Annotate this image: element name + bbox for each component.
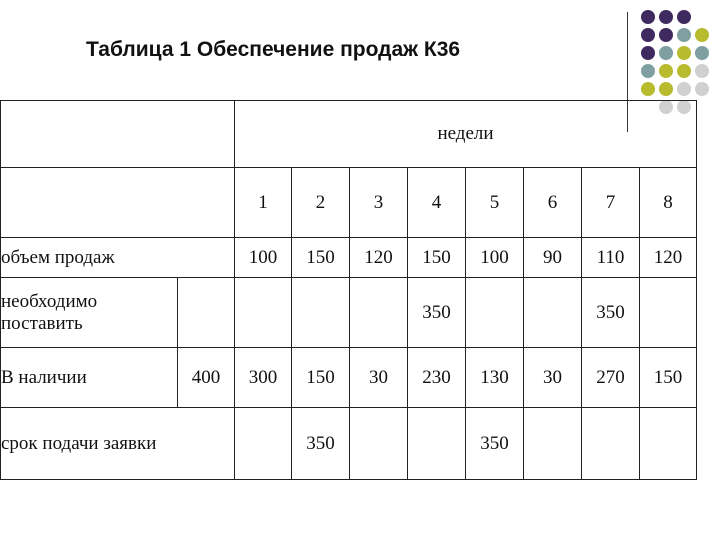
order-cell: 350 <box>466 408 524 480</box>
dot-icon <box>659 28 673 42</box>
sales-cell: 110 <box>582 238 640 278</box>
week-number: 3 <box>350 168 408 238</box>
order-cell <box>350 408 408 480</box>
week-number: 5 <box>466 168 524 238</box>
table-row <box>1 348 697 408</box>
week-number: 6 <box>524 168 582 238</box>
stock-initial-cell: 400 <box>178 348 235 408</box>
sales-cell: 90 <box>524 238 582 278</box>
need-cell <box>524 278 582 348</box>
need-cell <box>640 278 697 348</box>
empty-cell <box>178 278 235 348</box>
dot-icon <box>677 82 691 96</box>
dot-icon <box>695 64 709 78</box>
stock-cell: 230 <box>408 348 466 408</box>
dot-icon <box>659 10 673 24</box>
order-cell: 350 <box>292 408 350 480</box>
stock-cell: 270 <box>582 348 640 408</box>
dot-icon <box>641 28 655 42</box>
week-number: 7 <box>582 168 640 238</box>
stock-cell: 150 <box>640 348 697 408</box>
sales-cell: 100 <box>235 238 292 278</box>
sales-table <box>0 100 697 480</box>
need-cell: 350 <box>408 278 466 348</box>
order-cell <box>524 408 582 480</box>
need-cell <box>235 278 292 348</box>
need-cell <box>466 278 524 348</box>
sales-cell: 100 <box>466 238 524 278</box>
sales-label: объем продаж <box>1 238 235 278</box>
dot-icon <box>677 10 691 24</box>
table-row <box>1 408 697 480</box>
stock-cell: 150 <box>292 348 350 408</box>
order-label: срок подачи заявки <box>1 408 235 480</box>
sales-cell: 120 <box>640 238 697 278</box>
need-cell <box>350 278 408 348</box>
dot-icon <box>659 64 673 78</box>
need-label: необходимо поставить <box>1 278 178 348</box>
dot-icon <box>641 64 655 78</box>
table-row <box>1 168 697 238</box>
stock-cell: 130 <box>466 348 524 408</box>
sales-cell: 120 <box>350 238 408 278</box>
dot-icon <box>677 64 691 78</box>
need-cell: 350 <box>582 278 640 348</box>
week-number: 2 <box>292 168 350 238</box>
sales-cell: 150 <box>408 238 466 278</box>
dot-icon <box>695 82 709 96</box>
page-title: Таблица 1 Обеспечение продаж К36 <box>86 38 461 61</box>
week-number: 1 <box>235 168 292 238</box>
dot-icon <box>695 28 709 42</box>
dot-icon <box>677 46 691 60</box>
need-cell <box>292 278 350 348</box>
dot-icon <box>695 46 709 60</box>
sales-cell: 150 <box>292 238 350 278</box>
order-cell <box>640 408 697 480</box>
order-cell <box>582 408 640 480</box>
dot-icon <box>641 82 655 96</box>
dot-icon <box>659 82 673 96</box>
table-row <box>1 101 697 168</box>
order-cell <box>235 408 292 480</box>
stock-cell: 30 <box>524 348 582 408</box>
order-cell <box>408 408 466 480</box>
dot-icon <box>641 46 655 60</box>
weeks-header: недели <box>235 101 697 168</box>
empty-cell <box>1 168 235 238</box>
dot-icon <box>641 10 655 24</box>
stock-cell: 30 <box>350 348 408 408</box>
table-row <box>1 278 697 348</box>
dot-icon <box>659 46 673 60</box>
week-number: 4 <box>408 168 466 238</box>
week-number: 8 <box>640 168 697 238</box>
stock-label: В наличии <box>1 348 178 408</box>
dot-icon <box>677 28 691 42</box>
empty-cell <box>1 101 235 168</box>
stock-cell: 300 <box>235 348 292 408</box>
table-row <box>1 238 697 278</box>
